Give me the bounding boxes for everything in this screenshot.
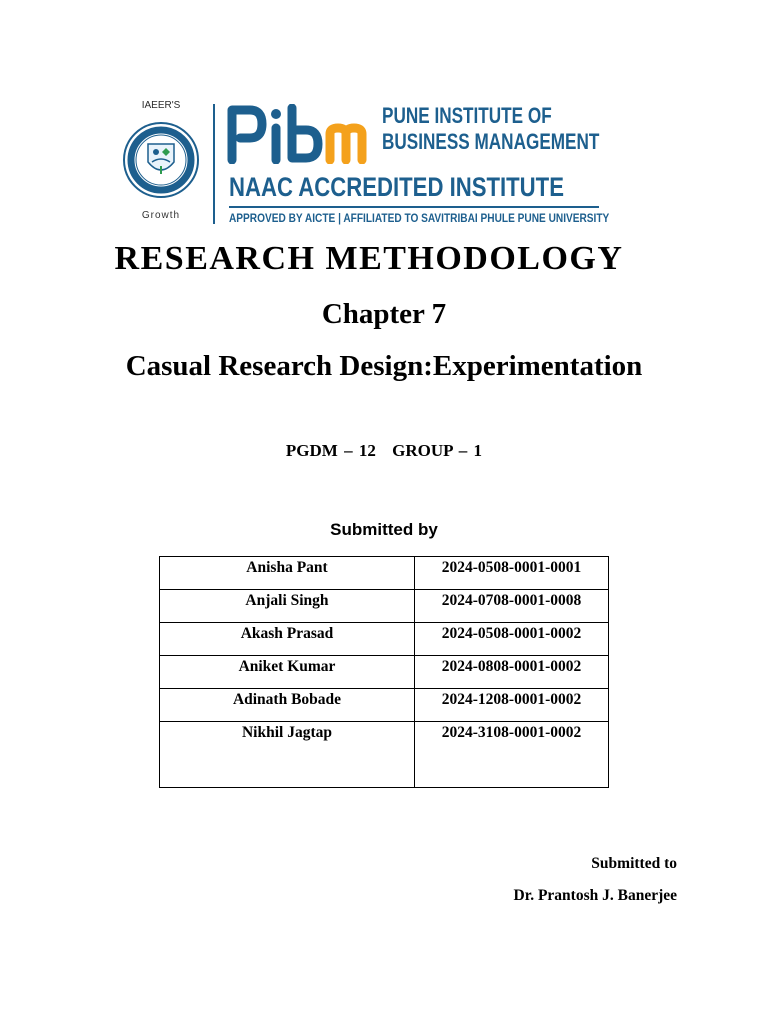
program-group [0, 441, 768, 461]
logo-divider [213, 104, 215, 224]
member-name: Anisha Pant [160, 557, 415, 590]
seal-bottom-text: Growth [141, 210, 181, 221]
submitted-by-label: Submitted by [330, 520, 438, 539]
member-name: Adinath Bobade [160, 689, 415, 722]
table-row [160, 590, 609, 623]
member-name: Anjali Singh [160, 590, 415, 623]
member-name: Nikhil Jagtap [160, 722, 415, 788]
table-row [160, 557, 609, 590]
naac-accreditation: NAAC ACCREDITED INSTITUTE [229, 172, 564, 202]
pibm-wordmark: PIBM [226, 104, 229, 105]
table-row [160, 656, 609, 689]
seal-emblem-icon [122, 116, 200, 208]
institute-name-line2: BUSINESS MANAGEMENT [382, 129, 600, 154]
document-title: RESEARCH METHODOLOGY [114, 240, 624, 277]
table-row [160, 623, 609, 656]
submitted-to-label: Submitted to [591, 855, 677, 872]
member-id: 2024-0508-0001-0001 [415, 557, 609, 590]
institute-name [382, 103, 599, 155]
seal-top-text: IAEER'S [141, 100, 181, 111]
table-row [160, 689, 609, 722]
member-id: 2024-0708-0001-0008 [415, 590, 609, 623]
group-label: GROUP – 1 [392, 441, 483, 460]
submitted-to-name: Dr. Prantosh J. Banerjee [513, 887, 677, 904]
institute-name-line1: PUNE INSTITUTE OF [382, 103, 552, 128]
naac-underline [229, 206, 599, 208]
pibm-logo [226, 104, 376, 164]
members-table [159, 556, 609, 788]
member-name: Aniket Kumar [160, 656, 415, 689]
member-id: 2024-0508-0001-0002 [415, 623, 609, 656]
chapter-heading: Chapter 7 [321, 298, 447, 330]
member-id: 2024-1208-0001-0002 [415, 689, 609, 722]
member-id: 2024-0808-0001-0002 [415, 656, 609, 689]
iaeer-seal [118, 98, 214, 228]
member-id: 2024-3108-0001-0002 [415, 722, 609, 788]
chapter-subtitle: Casual Research Design:Experimentation [125, 350, 643, 382]
approval-line: APPROVED BY AICTE | AFFILIATED TO SAVITRIBAI PHULE PUNE UNIVERSITY [229, 213, 610, 225]
table-row [160, 722, 609, 788]
program-label: PGDM – 12 [285, 441, 376, 460]
member-name: Akash Prasad [160, 623, 415, 656]
